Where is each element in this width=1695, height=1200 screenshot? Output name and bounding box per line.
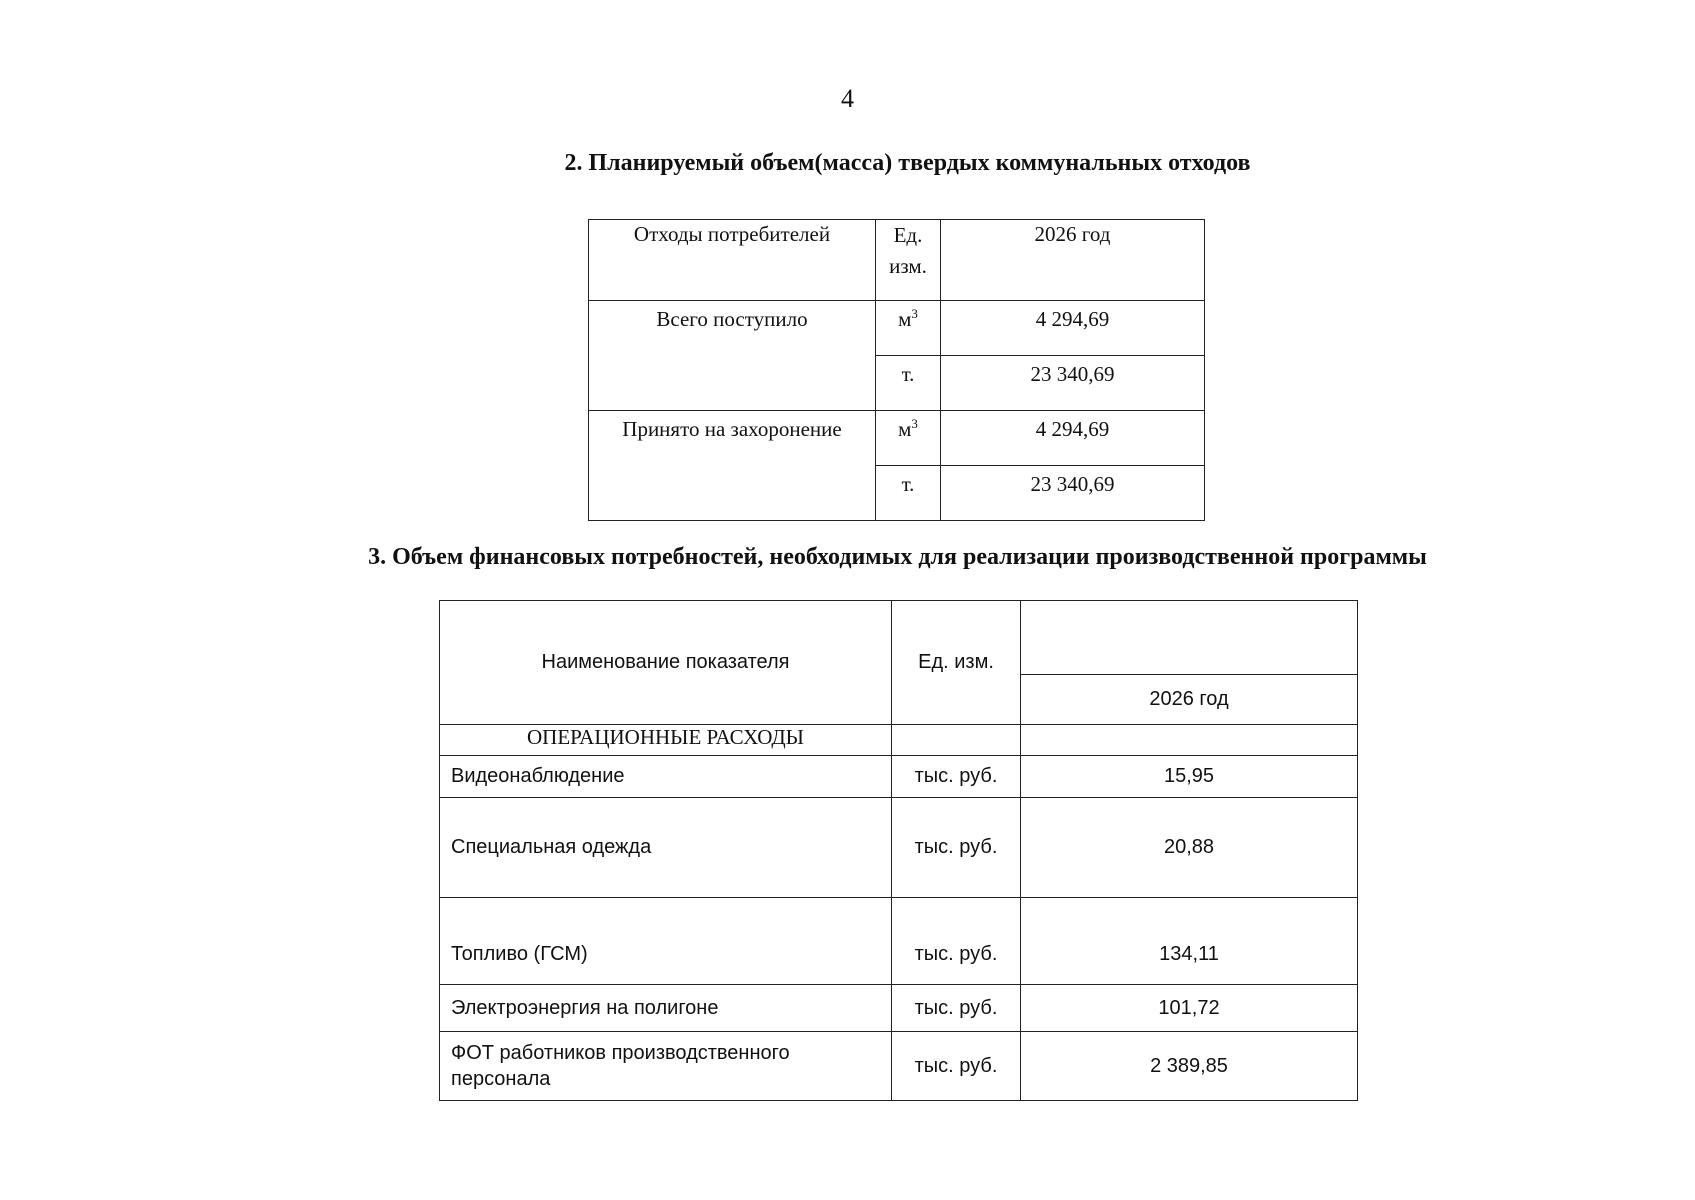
indicator-name: Видеонаблюдение	[440, 756, 892, 798]
column-header-year: 2026 год	[941, 220, 1205, 301]
unit-cell: т.	[876, 466, 941, 521]
value-cell: 4 294,69	[941, 301, 1205, 356]
page-number: 4	[841, 84, 854, 113]
value-cell: 23 340,69	[941, 356, 1205, 411]
table-row	[440, 985, 1358, 1032]
value-cell: 23 340,69	[941, 466, 1205, 521]
value-cell: 20,88	[1021, 798, 1358, 898]
column-header-unit: Ед. изм.	[876, 220, 941, 301]
empty-cell	[892, 725, 1021, 756]
waste-volume-table	[588, 219, 1205, 521]
table-row	[589, 411, 1205, 466]
unit-cell: тыс. руб.	[892, 1032, 1021, 1101]
indicator-name: Топливо (ГСМ)	[440, 898, 892, 985]
section-label: ОПЕРАЦИОННЫЕ РАСХОДЫ	[440, 725, 892, 756]
column-header-top	[1021, 601, 1358, 675]
table-row	[440, 1032, 1358, 1101]
value-cell: 101,72	[1021, 985, 1358, 1032]
table-header-row	[440, 601, 1358, 675]
column-header-unit: Ед. изм.	[892, 601, 1021, 725]
group-name: Всего поступило	[589, 301, 876, 411]
column-header-name: Наименование показателя	[440, 601, 892, 725]
column-header-name: Отходы потребителей	[589, 220, 876, 301]
table-row	[589, 301, 1205, 356]
table-row	[440, 756, 1358, 798]
table-row	[440, 898, 1358, 985]
indicator-name: ФОТ работников производственного персонала	[440, 1032, 892, 1101]
value-cell: 4 294,69	[941, 411, 1205, 466]
indicator-name: Электроэнергия на полигоне	[440, 985, 892, 1032]
section-2-title: 2. Планируемый объем(масса) твердых коммунальных отходов	[564, 150, 1251, 176]
value-cell: 2 389,85	[1021, 1032, 1358, 1101]
unit-cell: т.	[876, 356, 941, 411]
table-header-row	[589, 220, 1205, 301]
unit-cell: $м^3$	[876, 411, 941, 466]
unit-cell: тыс. руб.	[892, 985, 1021, 1032]
unit-cell: тыс. руб.	[892, 898, 1021, 985]
indicator-name: Специальная одежда	[440, 798, 892, 898]
table-row	[440, 798, 1358, 898]
value-cell: 15,95	[1021, 756, 1358, 798]
group-name: Принято на захоронение	[589, 411, 876, 521]
unit-cell: тыс. руб.	[892, 798, 1021, 898]
empty-cell	[1021, 725, 1358, 756]
financial-needs-table	[439, 600, 1358, 1101]
section-3-title: 3. Объем финансовых потребностей, необходимых для реализации производственной программы	[368, 544, 1427, 570]
column-header-year: 2026 год	[1021, 674, 1358, 724]
unit-cell: тыс. руб.	[892, 756, 1021, 798]
section-row	[440, 725, 1358, 756]
unit-cell: $м^3$	[876, 301, 941, 356]
value-cell: 134,11	[1021, 898, 1358, 985]
